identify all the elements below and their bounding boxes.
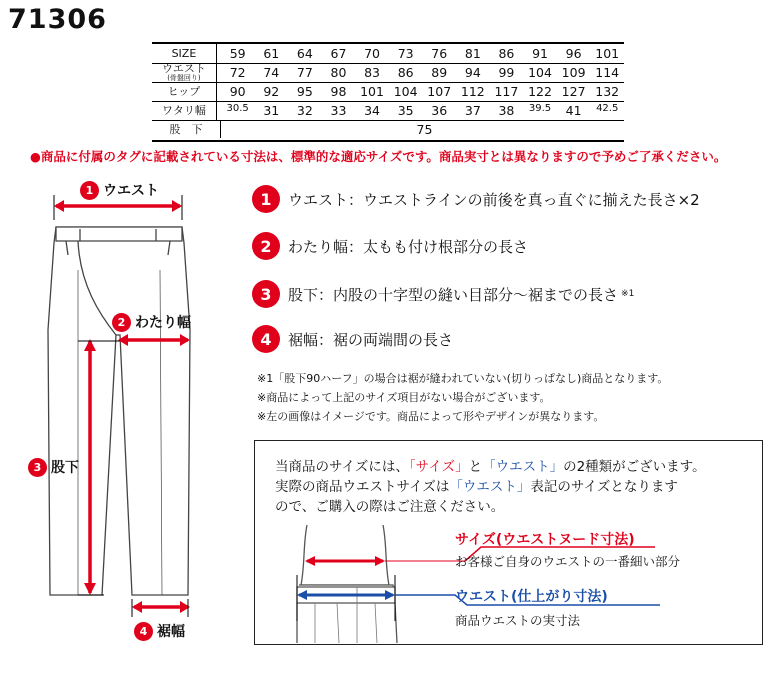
table-cell: 96: [565, 46, 582, 61]
size-disclaimer: ●商品に付属のタグに記載されている寸法は、標準的な適応サイズです。商品実寸とは異なりますので予めご了承ください。: [30, 149, 727, 164]
table-cell: 117: [494, 84, 519, 99]
table-cell: 74: [263, 65, 280, 80]
table-cell: 114: [595, 65, 620, 80]
table-cell: 31: [263, 103, 280, 118]
table-cell: 86: [498, 46, 515, 61]
table-cell: 94: [464, 65, 481, 80]
table-cell: 64: [296, 46, 313, 61]
table-cell: 80: [330, 65, 347, 80]
desc-inseam: 3 股下 ：内股の十字型の縫い目部分～裾までの長さ ※1: [252, 279, 634, 309]
table-cell: 83: [364, 65, 380, 80]
table-row: [152, 120, 624, 138]
box-line-3: ので、ご購入の際はご注意ください。: [275, 499, 505, 515]
table-cell: 104: [393, 84, 418, 99]
table-cell: 90: [229, 84, 246, 99]
pants-outline: [48, 227, 190, 595]
row-header: SIZE: [152, 44, 217, 63]
diagram-label-hem: 4 裾幅: [134, 621, 185, 641]
table-cell: 99: [498, 65, 515, 80]
size-nude-title: サイズ(ウエストヌード寸法): [455, 532, 635, 548]
waist-info-box: [254, 440, 763, 645]
row-header: 股 下: [152, 120, 221, 138]
table-cell: 30.5: [226, 103, 249, 114]
fine-note: ※左の画像はイメージです。商品によって形やデザインが異なります。: [257, 410, 605, 423]
number-badge: 2: [252, 232, 280, 260]
row-header: ワタリ幅: [152, 101, 217, 120]
desc-hem: 4 裾幅 ：裾の両端間の長さ: [252, 324, 453, 354]
table-cell: 122: [528, 84, 552, 99]
table-cell: 101: [360, 84, 384, 99]
row-header: ウエスト (骨盤回り): [152, 63, 217, 82]
box-line-2: 実際の商品ウエストサイズは「ウエスト」表記のサイズとなります: [275, 479, 678, 495]
pants-diagram: [20, 175, 250, 645]
product-code: 71306: [8, 4, 107, 35]
table-cell: 81: [464, 46, 481, 61]
desc-waist: 1 ウエスト ：ウエストラインの前後を真っ直ぐに揃えた長さ×2: [252, 184, 700, 214]
table-cell: 41: [565, 103, 582, 118]
table-cell: 95: [296, 84, 313, 99]
table-row: [152, 82, 624, 102]
table-cell: 36: [431, 103, 448, 118]
table-cell: 73: [397, 46, 414, 61]
diagram-label-waist: 1 ウエスト: [80, 180, 159, 200]
table-cell: 112: [460, 84, 485, 99]
table-cell: 132: [595, 84, 620, 99]
fine-note: ※商品によって上記のサイズ項目がない場合がございます。: [257, 391, 551, 404]
number-badge: 4: [252, 325, 280, 353]
table-cell: 72: [229, 65, 246, 80]
table-row: [152, 44, 624, 64]
number-badge: 3: [252, 280, 280, 308]
table-cell: 77: [296, 65, 313, 80]
table-cell: 37: [464, 103, 481, 118]
diagram-label-inseam: 3 股下: [28, 457, 79, 477]
size-nude-desc: お客様ご自身のウエストの一番細い部分: [455, 554, 681, 569]
table-cell: 104: [528, 65, 552, 80]
number-badge: 1: [252, 185, 280, 213]
table-cell: 91: [532, 46, 548, 61]
table-cell: 107: [427, 84, 452, 99]
table-cell: 35: [397, 103, 414, 118]
table-cell: 127: [561, 84, 586, 99]
table-cell: 86: [397, 65, 414, 80]
table-row: [152, 101, 624, 121]
size-table: [152, 42, 624, 142]
box-line-1: 当商品のサイズには、「サイズ」と「ウエスト」の2種類がございます。: [275, 459, 706, 475]
table-cell: 67: [330, 46, 347, 61]
table-row: [152, 63, 624, 83]
table-cell: 89: [431, 65, 448, 80]
table-cell: 101: [595, 46, 620, 61]
row-header: ヒップ: [152, 82, 217, 101]
desc-thigh: 2 わたり幅 ：太もも付け根部分の長さ: [252, 231, 528, 261]
fine-note: ※1「股下90ハーフ」の場合は裾が縫われていない(切りっぱなし)商品となります。: [257, 372, 669, 385]
table-cell: 33: [330, 103, 347, 118]
table-cell: 59: [229, 46, 246, 61]
table-cell: 61: [263, 46, 280, 61]
table-cell: 42.5: [596, 103, 619, 114]
table-cell: 92: [263, 84, 280, 99]
table-cell: 39.5: [528, 103, 552, 114]
table-cell: 34: [364, 103, 380, 118]
table-cell: 38: [498, 103, 515, 118]
diagram-label-thigh: 2 わたり幅: [112, 312, 191, 332]
table-cell: 75: [416, 121, 433, 137]
table-cell: 98: [330, 84, 347, 99]
table-cell: 32: [296, 103, 313, 118]
table-cell: 76: [431, 46, 448, 61]
waist-finished-desc: 商品ウエストの実寸法: [455, 613, 581, 628]
table-cell: 70: [364, 46, 380, 61]
waist-finished-title: ウエスト(仕上がり寸法): [455, 589, 608, 605]
table-cell: 109: [561, 65, 586, 80]
